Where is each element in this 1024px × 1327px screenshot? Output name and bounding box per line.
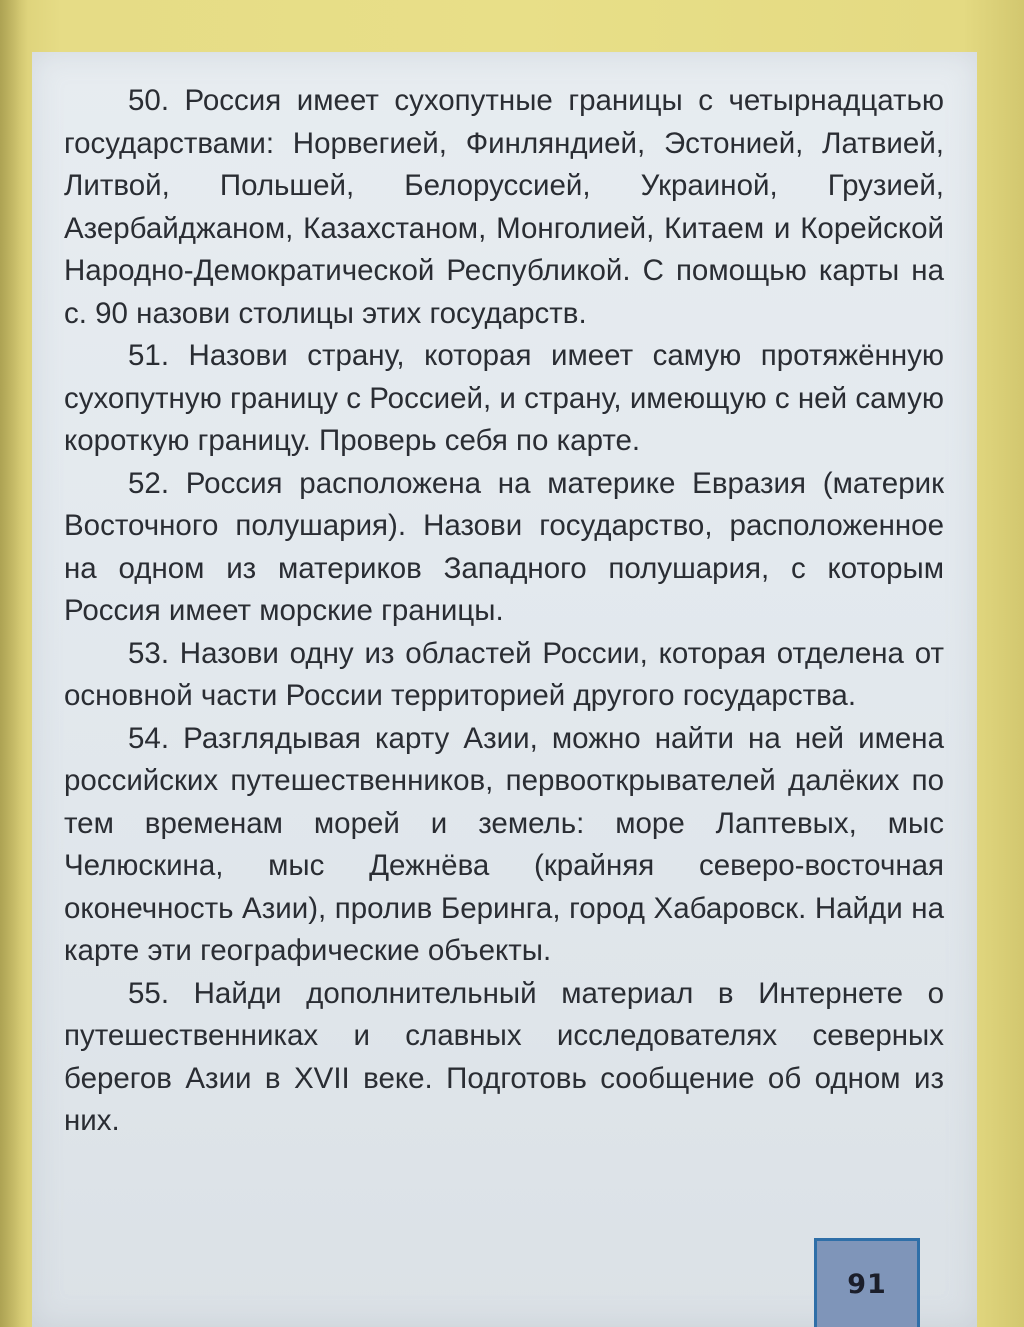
- exercise-text: Россия расположена на материке Евразия (материк Восточного полушария). Назови государство, расположенное на одном из материков Западного полушария, с которым Россия имеет морские границы.: [64, 466, 944, 627]
- page-number: 91: [847, 1268, 887, 1300]
- exercise-number: 52.: [128, 466, 170, 500]
- exercise-number: 53.: [128, 636, 170, 670]
- exercise-number: 50.: [128, 84, 170, 117]
- exercise-text: Разглядывая карту Азии, можно найти на ней имена российских путешественников, первооткрывателей далёких по тем временам морей и земель: море Лаптевых, мыс Челюскина, мыс Дежнёва (крайняя северо-восточная оконечность Азии), пролив Беринга, город Хабаровск. Найди на карте эти географические объекты.: [64, 721, 945, 967]
- exercise-text: Назови одну из областей России, которая отделена от основной части России территорией другого государства.: [64, 636, 944, 712]
- exercise-text: Россия имеет сухопутные границы с четырнадцатью государствами: Норвегией, Финляндией, Эстонией, Латвией, Литвой, Польшей, Белоруссией, Украиной, Грузией, Азербайджаном, Казахстаном, Монголией, Китаем и Корейской Народно-Демократической Республикой. С помощью карты на с. 90 назови столицы этих государств.: [64, 84, 944, 330]
- exercise-text: Найди дополнительный материал в Интернете о путешественниках и славных исследователях северных берегов Азии в XVII веке. Подготовь сообщение об одном из них.: [64, 976, 945, 1137]
- exercise-50: [64, 80, 944, 335]
- exercise-52: [64, 463, 944, 633]
- exercise-text: Назови страну, которая имеет самую протяжённую сухопутную границу с Россией, и страну, имеющую с ней самую короткую границу. Проверь себя по карте.: [64, 339, 944, 457]
- exercise-51: [64, 335, 944, 463]
- page-gutter-shadow: [0, 0, 28, 1327]
- exercise-list: [64, 80, 944, 1143]
- exercise-55: [64, 973, 944, 1143]
- exercise-number: 54.: [128, 721, 170, 755]
- page-number-badge: [814, 1238, 920, 1327]
- exercise-54: [64, 718, 944, 973]
- exercise-number: 51.: [128, 339, 170, 372]
- exercise-53: [64, 633, 944, 718]
- exercise-number: 55.: [128, 976, 170, 1010]
